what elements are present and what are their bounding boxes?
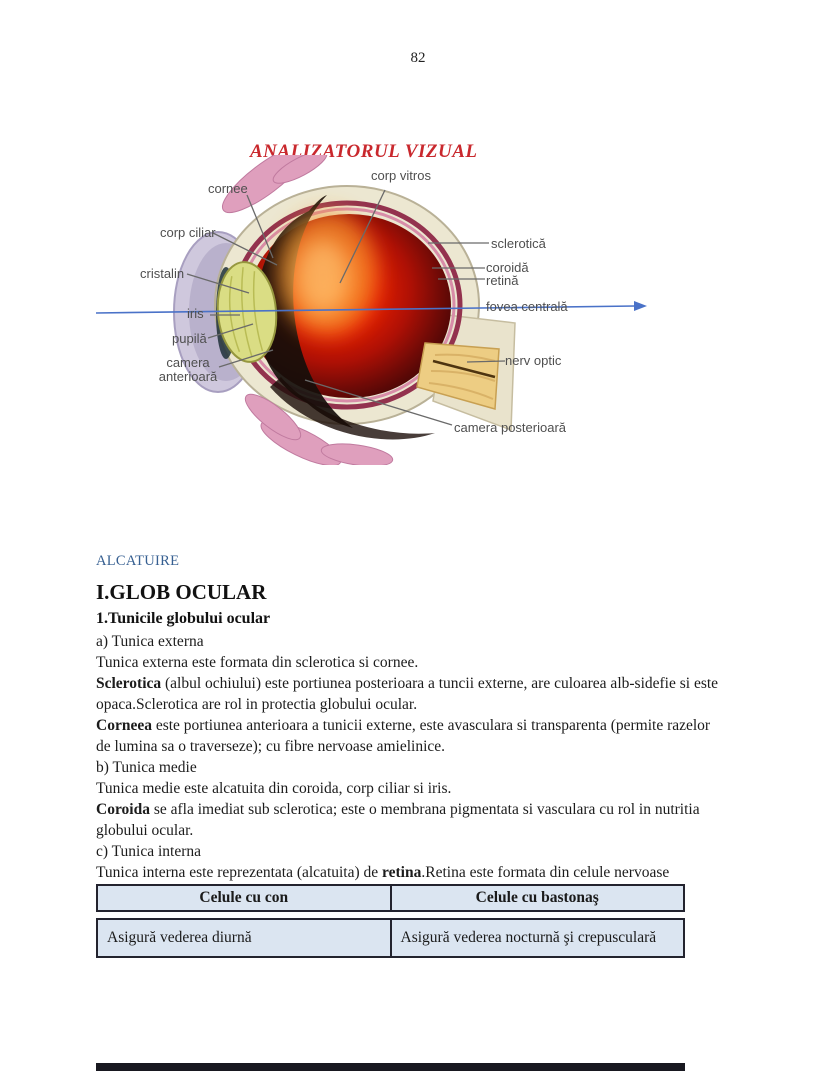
body-line-coroida: Coroida se afla imediat sub sclerotica; este o membrana pigmentata si vasculara cu rol in nutritia globului ocular. [96, 801, 700, 839]
text-section [96, 552, 726, 883]
diagram-label-pupila: pupilă [172, 331, 207, 346]
body-line-tunica-medie: Tunica medie este alcatuita din coroida, corp ciliar si iris. [96, 780, 452, 797]
table-cell-vedere-nocturna: Asigură vederea nocturnă şi crepusculară [391, 918, 686, 958]
body-line-tunica-medie-label: b) Tunica medie [96, 759, 197, 776]
diagram-label-camera-posterioara: camera posterioară [454, 420, 566, 435]
body-line-sclerotica: Sclerotica (albul ochiului) este portiunea posterioara a tuncii externe, are culoarea alb-sidefie si este opaca.Sclerotica are rol in protectia globului ocular. [96, 675, 719, 713]
page-number: 82 [410, 50, 426, 66]
axis-arrowhead [634, 301, 647, 311]
diagram-label-cornee: cornee [208, 181, 248, 196]
body-line-tunica-externa: Tunica externa este formata din sclerotica si cornee. [96, 654, 419, 671]
table-header-celule-con: Celule cu con [96, 884, 391, 912]
eye-illustration-svg [95, 155, 655, 465]
body-line-tunica-interna: Tunica interna este reprezentata (alcatuita) de retina.Retina este formata din celule nervoase [96, 864, 670, 881]
diagram-label-sclerotica: sclerotică [491, 236, 546, 251]
body-line-tunica-externa-label: a) Tunica externa [96, 633, 204, 650]
body-line-tunica-interna-label: c) Tunica interna [96, 843, 202, 860]
cutoff-table-border [96, 1063, 685, 1071]
diagram-label-corp-ciliar: corp ciliar [160, 225, 216, 240]
eye-diagram [95, 155, 655, 465]
body-line-corneea: Corneea este portiunea anterioara a tunicii externe, este avasculara si transparenta (permite razelor de lumina sa o traverseze); cu fibre nervoase amielinice. [96, 717, 711, 755]
table-header-celule-bastonas: Celule cu bastonaş [391, 884, 686, 912]
diagram-label-corp-vitros: corp vitros [371, 168, 431, 183]
photoreceptor-table [96, 884, 685, 958]
diagram-label-nerv-optic: nerv optic [505, 353, 562, 368]
diagram-label-iris: iris [187, 306, 204, 321]
diagram-label-camera-anterioara: camera anterioară [158, 355, 218, 384]
subheading-tunicile: 1.Tunicile globului ocular [96, 610, 271, 627]
doc-title: ANALIZATORUL VIZUAL [250, 141, 478, 162]
table-cell-vedere-diurna: Asigură vederea diurnă [96, 918, 391, 958]
section-link-alcatuire[interactable]: ALCATUIRE [96, 553, 180, 569]
diagram-label-coroida: coroidă [486, 260, 529, 275]
diagram-label-retina: retină [486, 273, 519, 288]
diagram-label-fovea-centrala: fovea centrală [486, 299, 568, 314]
diagram-label-cristalin: cristalin [140, 266, 185, 281]
heading-glob-ocular: I.GLOB OCULAR [96, 580, 267, 604]
